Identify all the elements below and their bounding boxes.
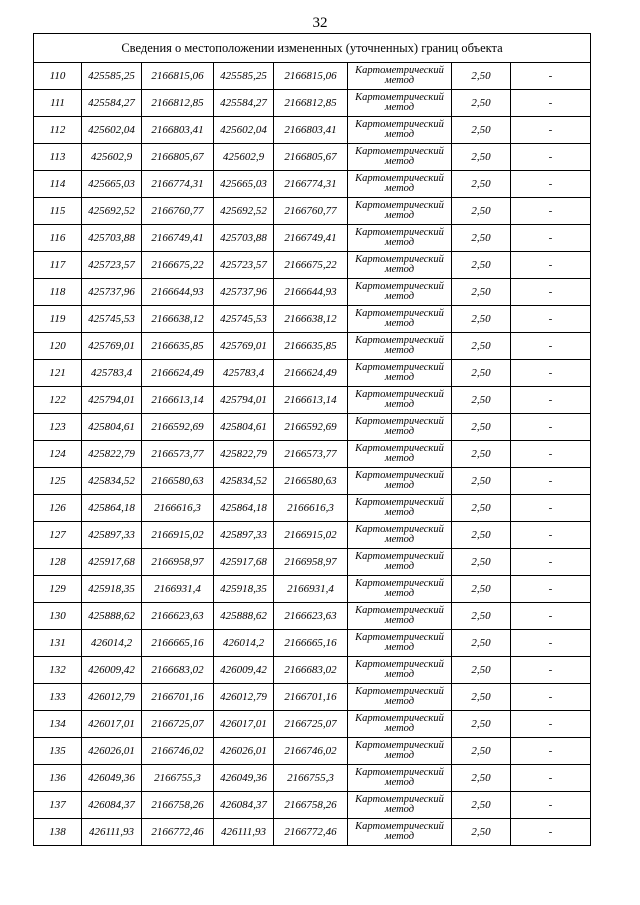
cell-accuracy: 2,50 (452, 576, 511, 603)
cell-method: Картометрический метод (348, 603, 452, 630)
cell-x-existing: 425783,4 (82, 360, 142, 387)
cell-x-existing: 426012,79 (82, 684, 142, 711)
cell-y-existing: 2166725,07 (142, 711, 214, 738)
cell-y-new: 2166746,02 (274, 738, 348, 765)
cell-y-existing: 2166803,41 (142, 117, 214, 144)
cell-x-existing: 425745,53 (82, 306, 142, 333)
cell-y-new: 2166931,4 (274, 576, 348, 603)
table-row (34, 684, 591, 711)
cell-x-new: 425692,52 (214, 198, 274, 225)
cell-x-existing: 425692,52 (82, 198, 142, 225)
table-row (34, 117, 591, 144)
cell-description: - (511, 306, 591, 333)
table-row (34, 279, 591, 306)
cell-point-number: 119 (34, 306, 82, 333)
cell-point-number: 120 (34, 333, 82, 360)
cell-y-new: 2166758,26 (274, 792, 348, 819)
table-row (34, 603, 591, 630)
table-row (34, 468, 591, 495)
cell-x-existing: 425897,33 (82, 522, 142, 549)
cell-description: - (511, 414, 591, 441)
cell-method: Картометрический метод (348, 90, 452, 117)
cell-method: Картометрический метод (348, 225, 452, 252)
page-number: 32 (312, 15, 328, 31)
table-row (34, 630, 591, 657)
cell-description: - (511, 333, 591, 360)
cell-x-new: 426017,01 (214, 711, 274, 738)
cell-description: - (511, 495, 591, 522)
cell-description: - (511, 171, 591, 198)
table-row (34, 792, 591, 819)
cell-description: - (511, 684, 591, 711)
cell-x-new: 425769,01 (214, 333, 274, 360)
cell-y-existing: 2166755,3 (142, 765, 214, 792)
cell-y-new: 2166616,3 (274, 495, 348, 522)
table-row (34, 333, 591, 360)
cell-y-new: 2166701,16 (274, 684, 348, 711)
cell-point-number: 130 (34, 603, 82, 630)
cell-x-new: 426009,42 (214, 657, 274, 684)
table-row (34, 63, 591, 90)
cell-x-existing: 425703,88 (82, 225, 142, 252)
cell-accuracy: 2,50 (452, 549, 511, 576)
cell-description: - (511, 468, 591, 495)
table-row (34, 252, 591, 279)
cell-x-new: 425917,68 (214, 549, 274, 576)
cell-point-number: 129 (34, 576, 82, 603)
cell-description: - (511, 225, 591, 252)
table-row (34, 819, 591, 846)
cell-description: - (511, 630, 591, 657)
cell-method: Картометрический метод (348, 495, 452, 522)
cell-method: Картометрический метод (348, 549, 452, 576)
table-row (34, 387, 591, 414)
cell-point-number: 122 (34, 387, 82, 414)
table-row (34, 657, 591, 684)
cell-point-number: 123 (34, 414, 82, 441)
cell-y-new: 2166725,07 (274, 711, 348, 738)
cell-description: - (511, 90, 591, 117)
boundary-coordinates-table (33, 33, 591, 846)
table-row (34, 414, 591, 441)
cell-point-number: 133 (34, 684, 82, 711)
cell-x-new: 425737,96 (214, 279, 274, 306)
cell-x-existing: 425585,25 (82, 63, 142, 90)
cell-accuracy: 2,50 (452, 144, 511, 171)
cell-y-new: 2166755,3 (274, 765, 348, 792)
cell-y-new: 2166580,63 (274, 468, 348, 495)
cell-y-new: 2166774,31 (274, 171, 348, 198)
cell-method: Картометрический метод (348, 387, 452, 414)
cell-y-existing: 2166635,85 (142, 333, 214, 360)
cell-description: - (511, 387, 591, 414)
cell-method: Картометрический метод (348, 171, 452, 198)
cell-x-existing: 425918,35 (82, 576, 142, 603)
cell-y-new: 2166635,85 (274, 333, 348, 360)
cell-x-new: 425804,61 (214, 414, 274, 441)
cell-description: - (511, 441, 591, 468)
cell-point-number: 114 (34, 171, 82, 198)
cell-method: Картометрический метод (348, 63, 452, 90)
cell-description: - (511, 738, 591, 765)
cell-point-number: 112 (34, 117, 82, 144)
cell-y-new: 2166805,67 (274, 144, 348, 171)
cell-point-number: 126 (34, 495, 82, 522)
cell-x-new: 425834,52 (214, 468, 274, 495)
cell-method: Картометрический метод (348, 522, 452, 549)
cell-point-number: 118 (34, 279, 82, 306)
cell-y-existing: 2166958,97 (142, 549, 214, 576)
table-row (34, 225, 591, 252)
cell-y-existing: 2166644,93 (142, 279, 214, 306)
table-row (34, 711, 591, 738)
cell-accuracy: 2,50 (452, 684, 511, 711)
cell-x-existing: 426049,36 (82, 765, 142, 792)
cell-x-existing: 426084,37 (82, 792, 142, 819)
table-row (34, 90, 591, 117)
cell-x-new: 426049,36 (214, 765, 274, 792)
cell-x-new: 425794,01 (214, 387, 274, 414)
cell-accuracy: 2,50 (452, 441, 511, 468)
cell-method: Картометрический метод (348, 333, 452, 360)
cell-y-existing: 2166774,31 (142, 171, 214, 198)
cell-method: Картометрический метод (348, 792, 452, 819)
cell-y-new: 2166665,16 (274, 630, 348, 657)
table-row (34, 441, 591, 468)
cell-accuracy: 2,50 (452, 630, 511, 657)
cell-point-number: 134 (34, 711, 82, 738)
cell-y-existing: 2166815,06 (142, 63, 214, 90)
cell-y-existing: 2166623,63 (142, 603, 214, 630)
cell-y-new: 2166675,22 (274, 252, 348, 279)
cell-method: Картометрический метод (348, 765, 452, 792)
cell-x-existing: 425917,68 (82, 549, 142, 576)
cell-accuracy: 2,50 (452, 252, 511, 279)
cell-point-number: 138 (34, 819, 82, 846)
cell-accuracy: 2,50 (452, 360, 511, 387)
cell-method: Картометрический метод (348, 441, 452, 468)
cell-point-number: 131 (34, 630, 82, 657)
cell-y-existing: 2166638,12 (142, 306, 214, 333)
cell-x-existing: 425822,79 (82, 441, 142, 468)
cell-y-new: 2166644,93 (274, 279, 348, 306)
cell-method: Картометрический метод (348, 144, 452, 171)
cell-x-existing: 426014,2 (82, 630, 142, 657)
table-row (34, 495, 591, 522)
table-row (34, 306, 591, 333)
cell-x-existing: 425794,01 (82, 387, 142, 414)
table-title-row (34, 34, 591, 63)
cell-point-number: 116 (34, 225, 82, 252)
cell-method: Картометрический метод (348, 198, 452, 225)
cell-point-number: 125 (34, 468, 82, 495)
cell-x-new: 425745,53 (214, 306, 274, 333)
cell-method: Картометрический метод (348, 819, 452, 846)
cell-method: Картометрический метод (348, 630, 452, 657)
cell-description: - (511, 711, 591, 738)
cell-y-existing: 2166592,69 (142, 414, 214, 441)
cell-point-number: 117 (34, 252, 82, 279)
cell-description: - (511, 360, 591, 387)
table-title: Сведения о местоположении измененных (уточненных) границ объекта (34, 34, 591, 63)
cell-method: Картометрический метод (348, 279, 452, 306)
cell-point-number: 124 (34, 441, 82, 468)
cell-method: Картометрический метод (348, 252, 452, 279)
cell-x-existing: 425584,27 (82, 90, 142, 117)
cell-method: Картометрический метод (348, 468, 452, 495)
cell-y-existing: 2166624,49 (142, 360, 214, 387)
table-row (34, 549, 591, 576)
cell-y-existing: 2166746,02 (142, 738, 214, 765)
cell-x-new: 425602,9 (214, 144, 274, 171)
cell-description: - (511, 657, 591, 684)
cell-x-new: 425918,35 (214, 576, 274, 603)
cell-accuracy: 2,50 (452, 522, 511, 549)
cell-x-existing: 426026,01 (82, 738, 142, 765)
table-row (34, 144, 591, 171)
cell-y-existing: 2166805,67 (142, 144, 214, 171)
cell-accuracy: 2,50 (452, 279, 511, 306)
cell-method: Картометрический метод (348, 711, 452, 738)
cell-accuracy: 2,50 (452, 198, 511, 225)
cell-description: - (511, 765, 591, 792)
cell-description: - (511, 549, 591, 576)
table-row (34, 576, 591, 603)
cell-description: - (511, 198, 591, 225)
cell-description: - (511, 576, 591, 603)
cell-accuracy: 2,50 (452, 468, 511, 495)
cell-x-existing: 426111,93 (82, 819, 142, 846)
cell-point-number: 136 (34, 765, 82, 792)
cell-x-existing: 426009,42 (82, 657, 142, 684)
cell-point-number: 137 (34, 792, 82, 819)
cell-y-new: 2166592,69 (274, 414, 348, 441)
cell-x-new: 425864,18 (214, 495, 274, 522)
cell-x-new: 426026,01 (214, 738, 274, 765)
cell-description: - (511, 819, 591, 846)
cell-x-existing: 425602,9 (82, 144, 142, 171)
cell-method: Картометрический метод (348, 306, 452, 333)
cell-description: - (511, 792, 591, 819)
cell-x-new: 425723,57 (214, 252, 274, 279)
cell-accuracy: 2,50 (452, 225, 511, 252)
cell-x-existing: 425834,52 (82, 468, 142, 495)
cell-description: - (511, 252, 591, 279)
cell-y-new: 2166803,41 (274, 117, 348, 144)
cell-method: Картометрический метод (348, 117, 452, 144)
cell-point-number: 135 (34, 738, 82, 765)
table-row (34, 198, 591, 225)
cell-accuracy: 2,50 (452, 495, 511, 522)
cell-y-existing: 2166749,41 (142, 225, 214, 252)
cell-y-existing: 2166772,46 (142, 819, 214, 846)
cell-x-new: 425888,62 (214, 603, 274, 630)
cell-y-existing: 2166616,3 (142, 495, 214, 522)
cell-point-number: 111 (34, 90, 82, 117)
cell-x-existing: 425769,01 (82, 333, 142, 360)
cell-accuracy: 2,50 (452, 117, 511, 144)
cell-point-number: 132 (34, 657, 82, 684)
cell-x-new: 426084,37 (214, 792, 274, 819)
cell-y-existing: 2166573,77 (142, 441, 214, 468)
cell-y-existing: 2166701,16 (142, 684, 214, 711)
cell-method: Картометрический метод (348, 576, 452, 603)
cell-y-new: 2166624,49 (274, 360, 348, 387)
cell-y-existing: 2166760,77 (142, 198, 214, 225)
cell-y-existing: 2166665,16 (142, 630, 214, 657)
cell-x-new: 426014,2 (214, 630, 274, 657)
table-row (34, 522, 591, 549)
cell-x-existing: 425804,61 (82, 414, 142, 441)
cell-x-existing: 425665,03 (82, 171, 142, 198)
cell-accuracy: 2,50 (452, 333, 511, 360)
cell-y-existing: 2166580,63 (142, 468, 214, 495)
cell-point-number: 121 (34, 360, 82, 387)
cell-y-existing: 2166812,85 (142, 90, 214, 117)
cell-method: Картометрический метод (348, 657, 452, 684)
cell-y-new: 2166760,77 (274, 198, 348, 225)
cell-y-new: 2166812,85 (274, 90, 348, 117)
cell-accuracy: 2,50 (452, 657, 511, 684)
cell-x-existing: 425723,57 (82, 252, 142, 279)
cell-x-new: 425585,25 (214, 63, 274, 90)
cell-method: Картометрический метод (348, 414, 452, 441)
cell-description: - (511, 603, 591, 630)
cell-x-new: 425584,27 (214, 90, 274, 117)
cell-method: Картометрический метод (348, 684, 452, 711)
cell-y-new: 2166613,14 (274, 387, 348, 414)
cell-description: - (511, 522, 591, 549)
cell-y-existing: 2166683,02 (142, 657, 214, 684)
cell-x-new: 425703,88 (214, 225, 274, 252)
table-row (34, 765, 591, 792)
cell-method: Картометрический метод (348, 360, 452, 387)
cell-description: - (511, 144, 591, 171)
cell-y-new: 2166638,12 (274, 306, 348, 333)
cell-x-new: 426111,93 (214, 819, 274, 846)
cell-accuracy: 2,50 (452, 819, 511, 846)
cell-point-number: 115 (34, 198, 82, 225)
cell-x-existing: 425602,04 (82, 117, 142, 144)
cell-y-new: 2166958,97 (274, 549, 348, 576)
cell-y-new: 2166772,46 (274, 819, 348, 846)
cell-y-new: 2166573,77 (274, 441, 348, 468)
table-row (34, 360, 591, 387)
cell-x-existing: 426017,01 (82, 711, 142, 738)
cell-accuracy: 2,50 (452, 90, 511, 117)
cell-description: - (511, 63, 591, 90)
cell-accuracy: 2,50 (452, 171, 511, 198)
cell-point-number: 128 (34, 549, 82, 576)
cell-x-new: 425897,33 (214, 522, 274, 549)
cell-x-new: 426012,79 (214, 684, 274, 711)
cell-method: Картометрический метод (348, 738, 452, 765)
cell-y-existing: 2166915,02 (142, 522, 214, 549)
cell-y-existing: 2166675,22 (142, 252, 214, 279)
cell-x-new: 425665,03 (214, 171, 274, 198)
table-row (34, 738, 591, 765)
cell-accuracy: 2,50 (452, 603, 511, 630)
cell-x-existing: 425888,62 (82, 603, 142, 630)
cell-accuracy: 2,50 (452, 387, 511, 414)
cell-x-existing: 425864,18 (82, 495, 142, 522)
cell-point-number: 113 (34, 144, 82, 171)
cell-y-new: 2166683,02 (274, 657, 348, 684)
table-row (34, 171, 591, 198)
cell-accuracy: 2,50 (452, 63, 511, 90)
cell-x-existing: 425737,96 (82, 279, 142, 306)
cell-accuracy: 2,50 (452, 738, 511, 765)
cell-y-existing: 2166931,4 (142, 576, 214, 603)
cell-point-number: 110 (34, 63, 82, 90)
cell-accuracy: 2,50 (452, 792, 511, 819)
cell-accuracy: 2,50 (452, 711, 511, 738)
cell-y-new: 2166623,63 (274, 603, 348, 630)
cell-x-new: 425822,79 (214, 441, 274, 468)
cell-accuracy: 2,50 (452, 306, 511, 333)
cell-y-new: 2166915,02 (274, 522, 348, 549)
cell-accuracy: 2,50 (452, 765, 511, 792)
cell-y-existing: 2166758,26 (142, 792, 214, 819)
cell-description: - (511, 279, 591, 306)
cell-point-number: 127 (34, 522, 82, 549)
cell-accuracy: 2,50 (452, 414, 511, 441)
cell-x-new: 425783,4 (214, 360, 274, 387)
cell-x-new: 425602,04 (214, 117, 274, 144)
cell-y-new: 2166749,41 (274, 225, 348, 252)
cell-y-existing: 2166613,14 (142, 387, 214, 414)
cell-description: - (511, 117, 591, 144)
cell-y-new: 2166815,06 (274, 63, 348, 90)
